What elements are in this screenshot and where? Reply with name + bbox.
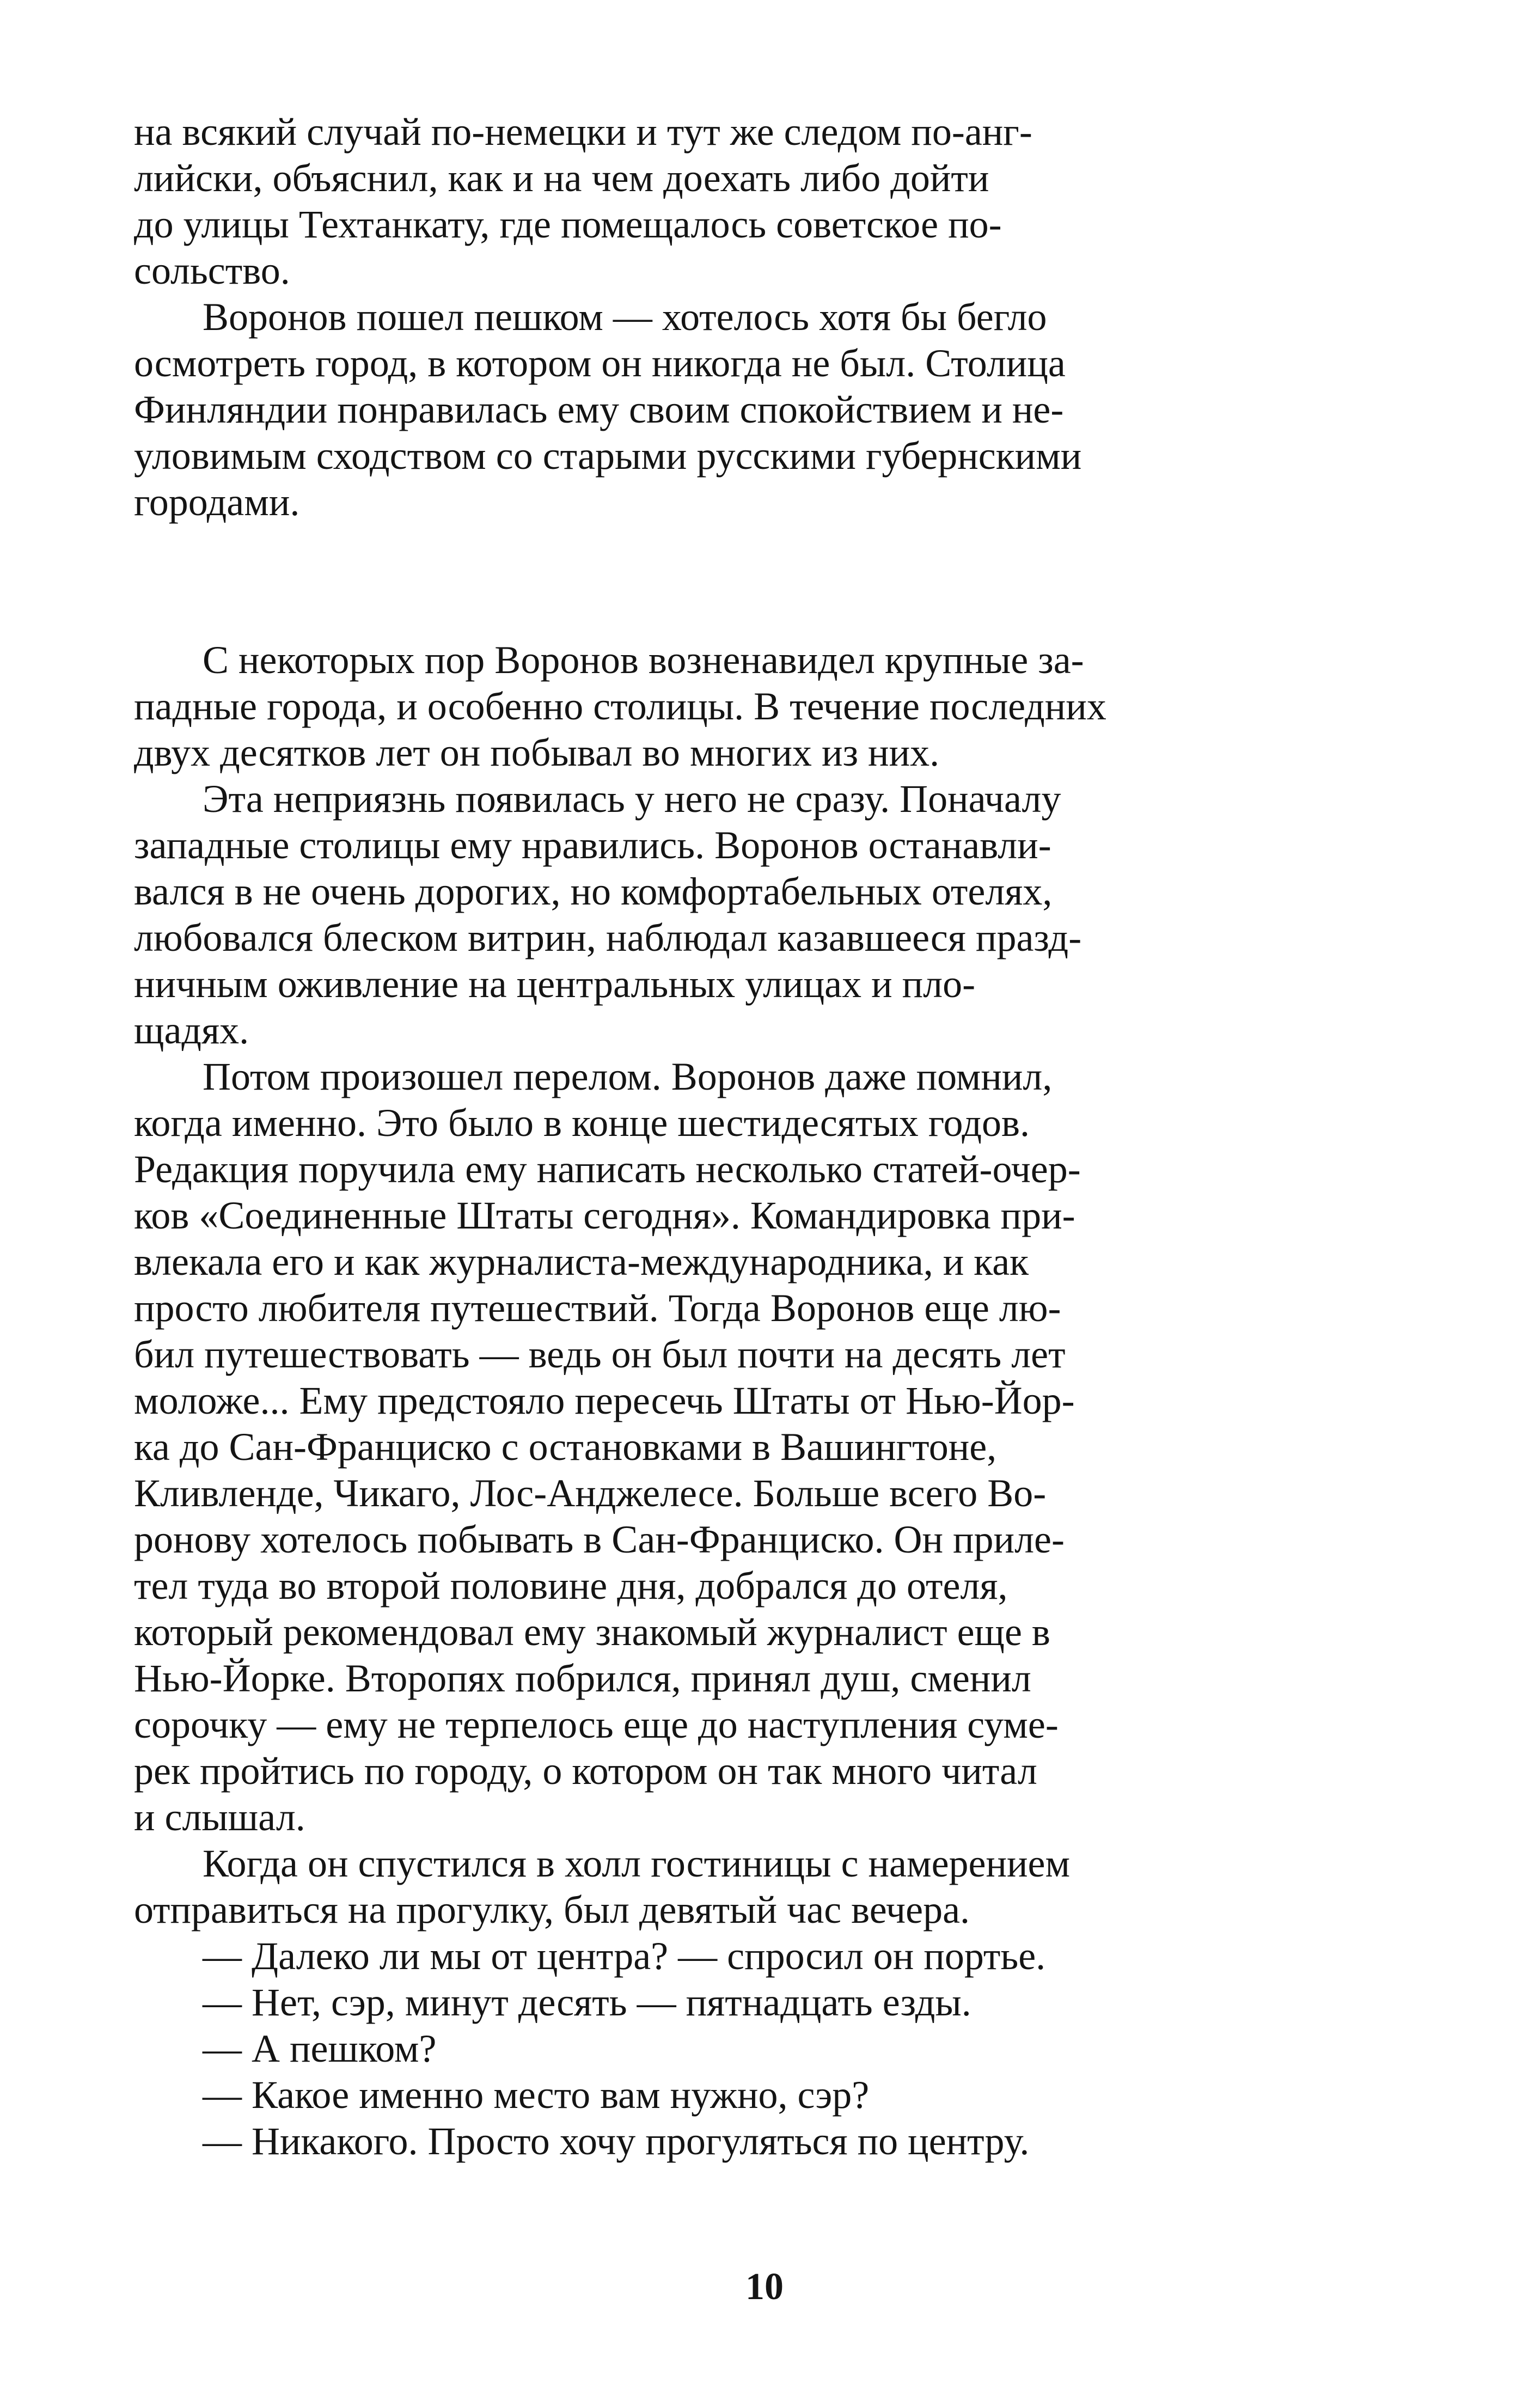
dialogue-line: — Нет, сэр, минут десять — пятнадцать езды. <box>203 1981 971 2024</box>
paragraph: Эта неприязнь появилась у него не сразу. Поначалу западные столицы ему нравились. Воронов останавли- вался в не очень дорогих, но комфортабельных отелях, любовался блеском витрин, наблюдал казавшееся празд- ничным оживление на центральных улицах и пло- щадях. <box>134 777 1082 1052</box>
dialogue-line: — Никакого. Просто хочу прогуляться по центру. <box>203 2119 1030 2163</box>
paragraph: Воронов пошел пешком — хотелось хотя бы бегло осмотреть город, в котором он никогда не был. Столица Финляндии понравилась ему своим спокойствием и не- уловимым сходством со старыми русскими губернскими городами. <box>134 295 1082 524</box>
dialogue-line: — А пешком? <box>203 2027 437 2070</box>
paragraph-continued: на всякий случай по-немецки и тут же следом по-анг- лийски, объяснил, как и на чем доехать либо дойти до улицы Техтанкату, где помещалось советское по- сольство. <box>134 110 1032 292</box>
paragraph: С некоторых пор Воронов возненавидел крупные за- падные города, и особенно столицы. В течение последних двух десятков лет он побывал во многих из них. <box>134 638 1106 774</box>
dialogue-line: — Далеко ли мы от центра? — спросил он портье. <box>203 1934 1046 1978</box>
paragraph: Когда он спустился в холл гостиницы с намерением отправиться на прогулку, был девятый час вечера. <box>134 1842 1071 1932</box>
text-section-2 <box>134 637 1395 2165</box>
dialogue-line: — Какое именно место вам нужно, сэр? <box>203 2073 870 2117</box>
dialogue-block <box>134 1933 1395 2165</box>
paragraph: Потом произошел перелом. Воронов даже помнил, когда именно. Это было в конце шестидесятых годов. Редакция поручила ему написать несколько статей-очер- ков «Соединенные Штаты сегодня». Командировка при- влекала его и как журналиста-международника, и как просто любителя путешествий. Тогда Воронов еще лю- бил путешествовать — ведь он был почти на десять лет моложе... Ему предстояло пересечь Штаты от Нью-Йор- ка до Сан-Франциско с остановками в Вашингтоне, Кливленде, Чикаго, Лос-Анджелесе. Больше всего Во- ронову хотелось побывать в Сан-Франциско. Он приле- тел туда во второй половине дня, добрался до отеля, который рекомендовал ему знакомый журналист еще в Нью-Йорке. Второпях побрился, принял душ, сменил сорочку — ему не терпелось еще до наступления суме- рек пройтись по городу, о котором он так много читал и слышал. <box>134 1055 1081 1839</box>
page-number: 10 <box>745 2266 784 2308</box>
text-section-1 <box>134 109 1395 525</box>
